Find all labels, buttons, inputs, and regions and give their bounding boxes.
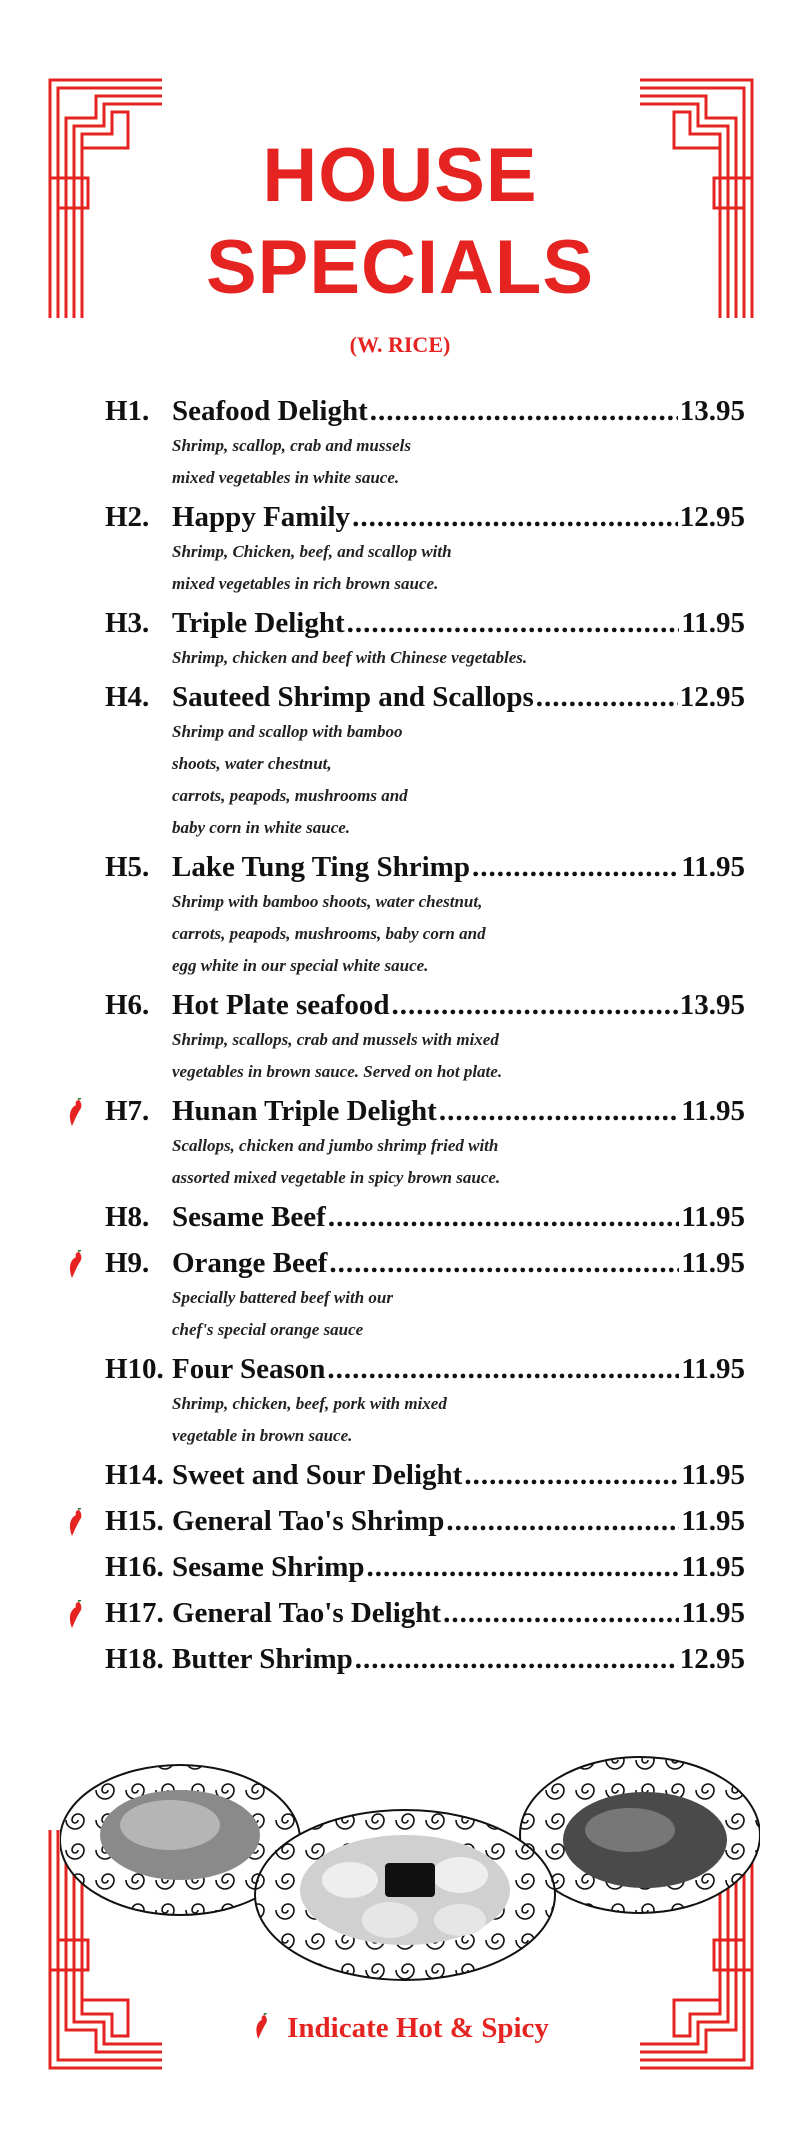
menu-item-name: Sesame Beef <box>172 1201 326 1233</box>
menu-item-name: Orange Beef <box>172 1247 328 1279</box>
menu-item-line <box>0 1498 800 1544</box>
menu-item-line <box>0 1544 800 1590</box>
chili-pepper-icon <box>251 2013 271 2041</box>
menu-item-price: 12.95 <box>679 501 745 533</box>
menu-item-description-line: Scallops, chicken and jumbo shrimp fried with <box>172 1136 499 1155</box>
menu-item-description-line: vegetable in brown sauce. <box>172 1426 353 1445</box>
menu-item-name-row <box>172 1240 745 1286</box>
chili-pepper-icon <box>64 1600 86 1630</box>
menu-item-name: Four Season <box>172 1353 326 1385</box>
menu-item-code: H17. <box>105 1597 164 1629</box>
menu-item-name-row <box>172 674 745 720</box>
menu-item-name-row <box>172 1194 745 1240</box>
menu-item <box>0 600 800 674</box>
menu-item <box>0 674 800 844</box>
menu-item-code: H7. <box>105 1095 150 1127</box>
menu-item-price: 13.95 <box>679 989 745 1021</box>
dot-leader <box>328 1194 680 1240</box>
menu-item-code: H4. <box>105 681 150 713</box>
menu-item-line <box>0 844 800 890</box>
chili-pepper-icon <box>64 1508 86 1538</box>
menu-item-description <box>172 1130 800 1194</box>
menu-item-name-row <box>172 1498 745 1544</box>
dot-leader <box>355 1636 678 1682</box>
legend-text: Indicate Hot & Spicy <box>287 2012 549 2044</box>
menu-item-description <box>172 536 800 600</box>
dot-leader <box>329 1240 679 1286</box>
dot-leader <box>472 844 679 890</box>
menu-item-name-row <box>172 982 745 1028</box>
menu-item-description-line: Shrimp, Chicken, beef, and scallop with <box>172 542 452 561</box>
menu-item-code: H8. <box>105 1201 150 1233</box>
dot-leader <box>347 600 680 646</box>
menu-item <box>0 1240 800 1346</box>
dot-leader <box>370 388 678 434</box>
menu-item-price: 11.95 <box>681 1095 745 1127</box>
menu-item-description-line: carrots, peapods, mushrooms and <box>172 786 408 805</box>
menu-item-name-row <box>172 1346 745 1392</box>
menu-item-name: Hot Plate seafood <box>172 989 390 1021</box>
menu-item-name: Sauteed Shrimp and Scallops <box>172 681 534 713</box>
menu-item-description-line: shoots, water chestnut, <box>172 754 332 773</box>
menu-list <box>0 388 800 1682</box>
menu-item-description <box>172 716 800 844</box>
menu-item-name-row <box>172 388 745 434</box>
menu-item-description-line: baby corn in white sauce. <box>172 818 351 837</box>
menu-item-price: 11.95 <box>681 1247 745 1279</box>
menu-item-line <box>0 388 800 434</box>
menu-item <box>0 1194 800 1240</box>
menu-item-description-line: Specially battered beef with our <box>172 1288 393 1307</box>
menu-item-name: General Tao's Delight <box>172 1597 442 1629</box>
spicy-legend <box>0 2012 800 2045</box>
dot-leader <box>464 1452 679 1498</box>
menu-item-price: 11.95 <box>681 1597 745 1629</box>
menu-item-code: H16. <box>105 1551 164 1583</box>
menu-item <box>0 1590 800 1636</box>
menu-item <box>0 1498 800 1544</box>
menu-item-description-line: vegetables in brown sauce. Served on hot plate. <box>172 1062 503 1081</box>
menu-item <box>0 982 800 1088</box>
menu-item-name-row <box>172 1088 745 1134</box>
menu-item-line <box>0 1194 800 1240</box>
menu-item-description <box>172 642 800 674</box>
menu-item-name: Happy Family <box>172 501 351 533</box>
menu-item-code: H5. <box>105 851 150 883</box>
dot-leader <box>443 1590 679 1636</box>
menu-item <box>0 1544 800 1590</box>
menu-item-price: 11.95 <box>681 1505 745 1537</box>
menu-item-description-line: mixed vegetables in rich brown sauce. <box>172 574 439 593</box>
menu-item-description-line: carrots, peapods, mushrooms, baby corn and <box>172 924 486 943</box>
menu-item-name: Lake Tung Ting Shrimp <box>172 851 470 883</box>
menu-item-code: H14. <box>105 1459 164 1491</box>
menu-item-line <box>0 982 800 1028</box>
menu-item-name: Butter Shrimp <box>172 1643 353 1675</box>
menu-item-price: 11.95 <box>681 1459 745 1491</box>
menu-item-code: H1. <box>105 395 150 427</box>
menu-item-line <box>0 1240 800 1286</box>
page-title-line1: HOUSE <box>262 133 538 218</box>
menu-item-name-row <box>172 1452 745 1498</box>
menu-item-code: H6. <box>105 989 150 1021</box>
menu-item-price: 11.95 <box>681 851 745 883</box>
menu-item-price: 11.95 <box>681 607 745 639</box>
chili-pepper-icon <box>64 1250 86 1280</box>
menu-item-code: H9. <box>105 1247 150 1279</box>
menu-item <box>0 844 800 982</box>
menu-item-price: 11.95 <box>681 1201 745 1233</box>
menu-item-price: 12.95 <box>679 681 745 713</box>
menu-item-code: H18. <box>105 1643 164 1675</box>
menu-item-description <box>172 1282 800 1346</box>
menu-item <box>0 1346 800 1452</box>
dot-leader <box>439 1088 680 1134</box>
menu-item-description <box>172 430 800 494</box>
food-dish-center-image <box>255 1810 555 1980</box>
menu-item-name-row <box>172 600 745 646</box>
menu-item-line <box>0 1452 800 1498</box>
menu-item-description-line: egg white in our special white sauce. <box>172 956 429 975</box>
menu-item-name: Sweet and Sour Delight <box>172 1459 463 1491</box>
menu-item-name: Triple Delight <box>172 607 345 639</box>
menu-item <box>0 494 800 600</box>
dot-leader <box>391 982 677 1028</box>
menu-item-code: H2. <box>105 501 150 533</box>
menu-item-description-line: Shrimp, chicken, beef, pork with mixed <box>172 1394 447 1413</box>
menu-item-line <box>0 674 800 720</box>
menu-item <box>0 388 800 494</box>
food-dish-right-image <box>520 1757 760 1913</box>
menu-item-name-row <box>172 494 745 540</box>
page-subtitle: (W. RICE) <box>349 332 451 357</box>
dot-leader <box>352 494 678 540</box>
menu-item-description-line: assorted mixed vegetable in spicy brown sauce. <box>172 1168 501 1187</box>
menu-item-description <box>172 1024 800 1088</box>
menu-item-description-line: chef's special orange sauce <box>172 1320 364 1339</box>
menu-item-description-line: mixed vegetables in white sauce. <box>172 468 400 487</box>
menu-item-name-row <box>172 1544 745 1590</box>
chili-pepper-icon <box>64 1098 86 1128</box>
menu-item-description <box>172 886 800 982</box>
menu-item-name: Seafood Delight <box>172 395 368 427</box>
menu-item-name: General Tao's Shrimp <box>172 1505 445 1537</box>
menu-item <box>0 1452 800 1498</box>
menu-item-name-row <box>172 1590 745 1636</box>
menu-item-line <box>0 1636 800 1682</box>
dot-leader <box>446 1498 679 1544</box>
page-title-line2: SPECIALS <box>205 225 595 310</box>
menu-item-description-line: Shrimp with bamboo shoots, water chestnut, <box>172 892 483 911</box>
dot-leader <box>367 1544 680 1590</box>
menu-item-line <box>0 1590 800 1636</box>
menu-item-name: Sesame Shrimp <box>172 1551 365 1583</box>
menu-item <box>0 1088 800 1194</box>
menu-item-name: Hunan Triple Delight <box>172 1095 437 1127</box>
menu-item-price: 11.95 <box>681 1353 745 1385</box>
food-images <box>60 1745 760 1985</box>
menu-item-code: H15. <box>105 1505 164 1537</box>
menu-item-line <box>0 494 800 540</box>
menu-item-name-row <box>172 844 745 890</box>
dot-leader <box>327 1346 679 1392</box>
menu-item-line <box>0 600 800 646</box>
dot-leader <box>536 674 678 720</box>
menu-item-description-line: Shrimp, scallops, crab and mussels with mixed <box>172 1030 499 1049</box>
menu-item-price: 13.95 <box>679 395 745 427</box>
menu-item-code: H3. <box>105 607 150 639</box>
menu-item-description-line: Shrimp and scallop with bamboo <box>172 722 403 741</box>
menu-item-description <box>172 1388 800 1452</box>
menu-item-description-line: Shrimp, scallop, crab and mussels <box>172 436 411 455</box>
menu-item-name-row <box>172 1636 745 1682</box>
menu-item <box>0 1636 800 1682</box>
menu-item-description-line: Shrimp, chicken and beef with Chinese vegetables. <box>172 648 528 667</box>
menu-item-code: H10. <box>105 1353 164 1385</box>
menu-item-price: 12.95 <box>679 1643 745 1675</box>
menu-item-line <box>0 1088 800 1134</box>
menu-item-price: 11.95 <box>681 1551 745 1583</box>
menu-item-line <box>0 1346 800 1392</box>
